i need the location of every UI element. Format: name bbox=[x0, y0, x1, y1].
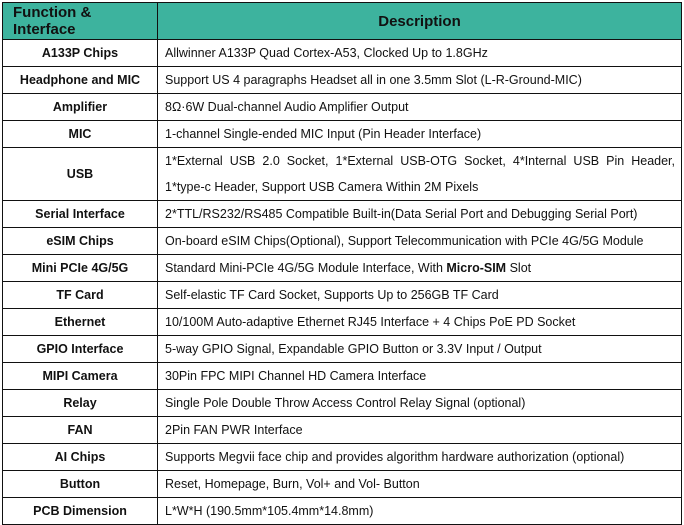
function-cell: PCB Dimension bbox=[3, 498, 158, 525]
function-cell: MIC bbox=[3, 121, 158, 148]
table-row bbox=[3, 336, 682, 363]
table-row bbox=[3, 67, 682, 94]
table-row bbox=[3, 228, 682, 255]
description-cell: 5-way GPIO Signal, Expandable GPIO Button or 3.3V Input / Output bbox=[158, 336, 682, 363]
table-row bbox=[3, 121, 682, 148]
function-cell: GPIO Interface bbox=[3, 336, 158, 363]
table-row bbox=[3, 255, 682, 282]
description-cell: Support US 4 paragraphs Headset all in one 3.5mm Slot (L-R-Ground-MIC) bbox=[158, 67, 682, 94]
description-cell: 10/100M Auto-adaptive Ethernet RJ45 Interface + 4 Chips PoE PD Socket bbox=[158, 309, 682, 336]
description-text: Standard Mini-PCIe 4G/5G Module Interface, With bbox=[165, 261, 447, 275]
micro-sim-bold-text: Micro-SIM bbox=[446, 261, 507, 275]
description-text: Slot bbox=[506, 261, 532, 275]
description-cell: Reset, Homepage, Burn, Vol+ and Vol- Button bbox=[158, 471, 682, 498]
function-cell: FAN bbox=[3, 417, 158, 444]
function-cell: AI Chips bbox=[3, 444, 158, 471]
function-cell: Ethernet bbox=[3, 309, 158, 336]
description-cell: 30Pin FPC MIPI Channel HD Camera Interface bbox=[158, 363, 682, 390]
table-row bbox=[3, 444, 682, 471]
function-cell: Headphone and MIC bbox=[3, 67, 158, 94]
table-row bbox=[3, 40, 682, 67]
description-cell: Allwinner A133P Quad Cortex-A53, Clocked Up to 1.8GHz bbox=[158, 40, 682, 67]
function-cell: Relay bbox=[3, 390, 158, 417]
function-cell: eSIM Chips bbox=[3, 228, 158, 255]
column-header-function: Function & Interface bbox=[3, 3, 158, 40]
function-cell: A133P Chips bbox=[3, 40, 158, 67]
description-cell: On-board eSIM Chips(Optional), Support Telecommunication with PCIe 4G/5G Module bbox=[158, 228, 682, 255]
description-cell: 2Pin FAN PWR Interface bbox=[158, 417, 682, 444]
function-cell: USB bbox=[3, 148, 158, 201]
description-cell: 1-channel Single-ended MIC Input (Pin Header Interface) bbox=[158, 121, 682, 148]
table-row bbox=[3, 471, 682, 498]
column-header-description: Description bbox=[158, 3, 682, 40]
table-header-row bbox=[3, 3, 682, 40]
description-cell: Supports Megvii face chip and provides algorithm hardware authorization (optional) bbox=[158, 444, 682, 471]
table-row bbox=[3, 201, 682, 228]
description-cell bbox=[158, 255, 682, 282]
table-row bbox=[3, 309, 682, 336]
table-row bbox=[3, 417, 682, 444]
function-cell: MIPI Camera bbox=[3, 363, 158, 390]
description-cell: Single Pole Double Throw Access Control Relay Signal (optional) bbox=[158, 390, 682, 417]
table-row bbox=[3, 94, 682, 121]
table-row bbox=[3, 363, 682, 390]
description-cell: Self-elastic TF Card Socket, Supports Up to 256GB TF Card bbox=[158, 282, 682, 309]
function-cell: Amplifier bbox=[3, 94, 158, 121]
function-cell: Serial Interface bbox=[3, 201, 158, 228]
function-cell: TF Card bbox=[3, 282, 158, 309]
spec-table bbox=[2, 2, 682, 525]
table-row bbox=[3, 390, 682, 417]
function-cell: Mini PCIe 4G/5G bbox=[3, 255, 158, 282]
table-row bbox=[3, 148, 682, 201]
table-row bbox=[3, 498, 682, 525]
description-cell: 2*TTL/RS232/RS485 Compatible Built-in(Data Serial Port and Debugging Serial Port) bbox=[158, 201, 682, 228]
description-cell: 8Ω·6W Dual-channel Audio Amplifier Output bbox=[158, 94, 682, 121]
description-cell: 1*External USB 2.0 Socket, 1*External USB-OTG Socket, 4*Internal USB Pin Header, 1*type-c Header, Support USB Camera Within 2M Pixels bbox=[158, 148, 682, 201]
description-cell: L*W*H (190.5mm*105.4mm*14.8mm) bbox=[158, 498, 682, 525]
table-row bbox=[3, 282, 682, 309]
function-cell: Button bbox=[3, 471, 158, 498]
